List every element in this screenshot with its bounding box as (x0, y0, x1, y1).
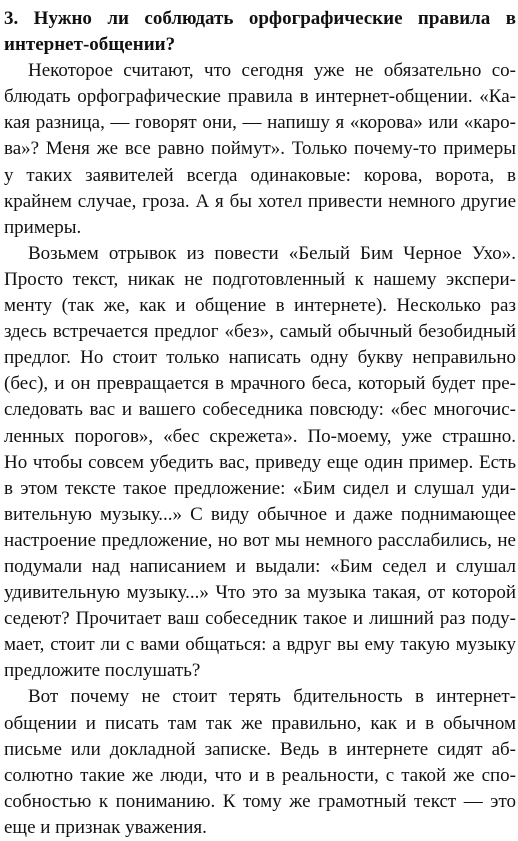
text-line: крайнем случае, гроза. А я бы хотел привести немного другие (4, 190, 516, 212)
text-line: Возьмем отрывок из повести «Белый Бим Черное Ухо». (28, 242, 516, 264)
text-line: седеют? Прочитает ваш собеседник такое и лишний раз поду- (4, 608, 516, 630)
text-line: предлог. Но стоит только написать одну букву неправильно (4, 347, 516, 369)
text-line: вительную музыку...» С виду обычное и даже поднимающее (4, 503, 516, 525)
text-line: еще и признак уважения. (4, 816, 207, 838)
text-line: (бес), и он превращается в мрачного беса, который будет пре- (4, 373, 516, 395)
text-line: собностью к пониманию. К тому же грамотный текст — это (4, 790, 516, 812)
text-line: примеры. (4, 216, 82, 238)
heading-line: 3. Нужно ли соблюдать орфографические правила в (4, 8, 516, 29)
text-line: Но чтобы совсем убедить вас, приведу еще один пример. Есть (4, 451, 516, 473)
text-line: менту (так же, как и общение в интернете). Несколько раз (4, 295, 516, 317)
paragraph-intro (4, 58, 518, 241)
text-line: солютно такие же люди, что и в реальности, с такой же спо- (4, 764, 516, 786)
question-heading (4, 6, 518, 58)
text-line: кая разница, — говорят они, — напишу я «корова» или «карo- (4, 112, 516, 134)
text-line: блюдать орфографические правила в интернет-общении. «Ка- (4, 86, 516, 108)
text-line: следовать вас и вашего собеседника повсюду: «бес многочис- (4, 399, 516, 421)
text-line: в этом тексте такое предложение: «Бим сидел и слушал уди- (4, 477, 516, 499)
text-line: письме или докладной записке. Ведь в интернете сидят аб- (4, 738, 516, 760)
paragraph-example (4, 241, 518, 685)
text-line: ва»? Меня же все равно поймут». Только почему-то примеры (4, 138, 516, 160)
text-line: предложите послушать? (4, 660, 201, 682)
text-line: удивительную музыку...» Что это за музыка такая, от которой (4, 582, 516, 604)
text-line: здесь встречается предлог «без», самый обычный безобидный (4, 321, 516, 343)
text-line: Некоторое считают, что сегодня уже не обязательно со- (28, 60, 516, 82)
text-line: общении и писать там так же правильно, как и в обычном (4, 712, 516, 734)
text-line: мает, стоит ли с вами общаться: а вдруг вы ему такую музыку (4, 634, 516, 656)
text-line: Просто текст, никак не подготовленный к нашему экспери- (4, 268, 516, 290)
paragraph-conclusion (4, 684, 518, 841)
text-line: ленных порогов», «бес скрежета». По-моему, уже страшно. (4, 425, 516, 447)
heading-line: интернет-общении? (4, 34, 176, 56)
text-line: настроение предложение, но вот мы немного расслабились, не (4, 529, 516, 551)
text-line: подумали над написанием и выдали: «Бим седел и слушал (4, 555, 516, 577)
text-line: у таких заявителей всегда одинаковые: корова, ворота, в (4, 164, 516, 186)
text-line: Вот почему не стоит терять бдительность в интернет- (28, 686, 516, 708)
